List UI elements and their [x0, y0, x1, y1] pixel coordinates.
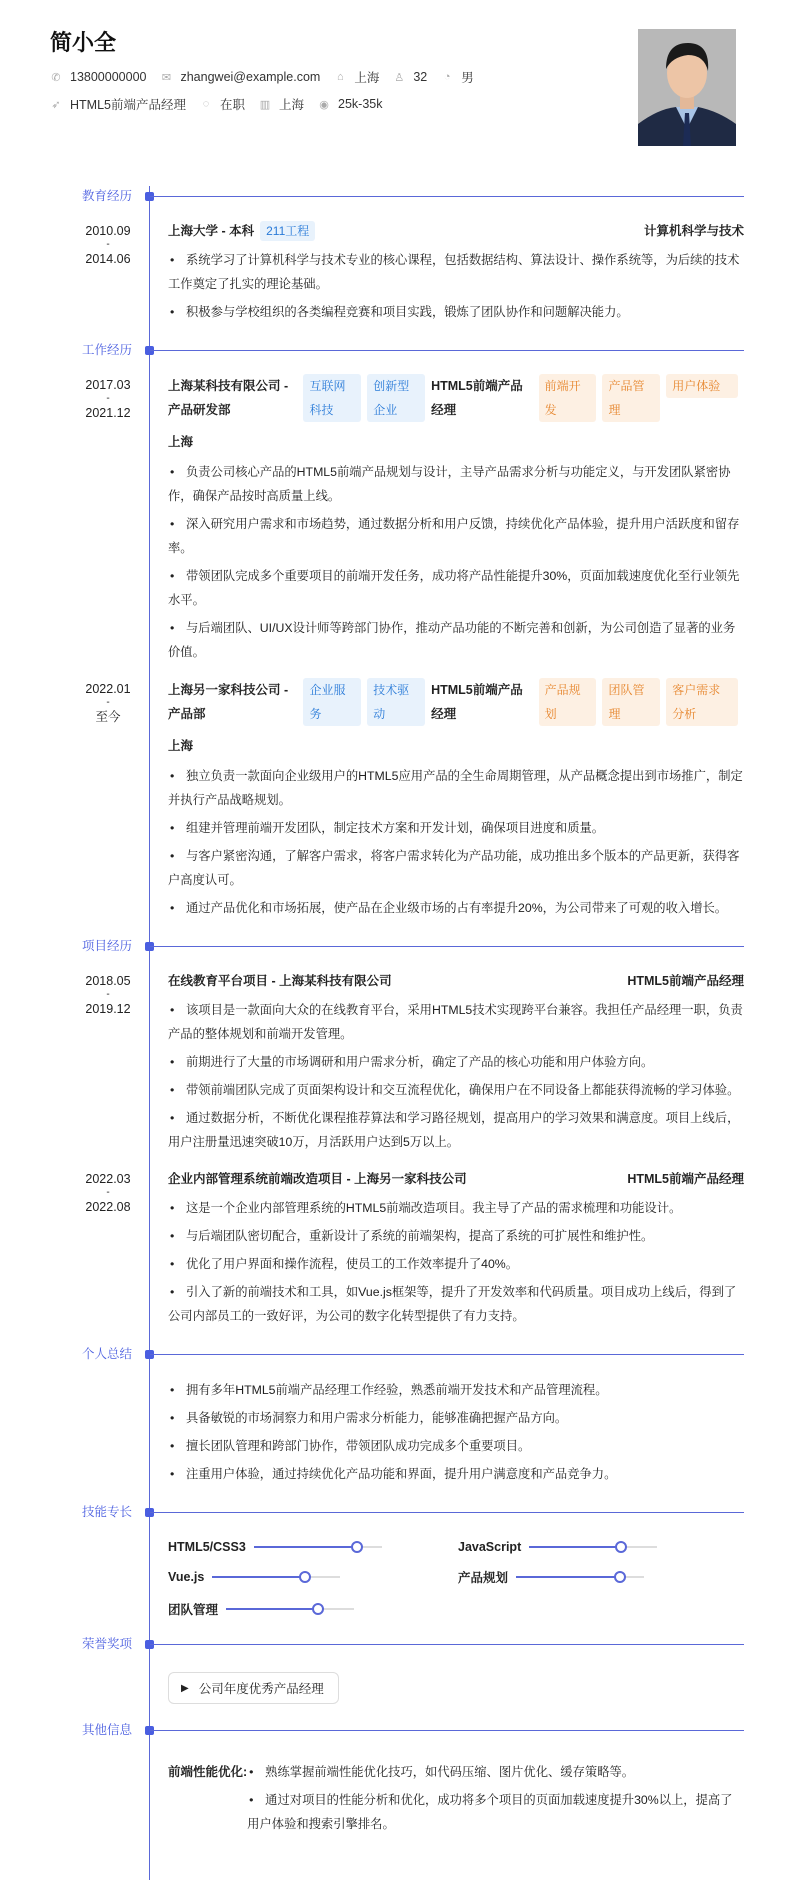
home-icon: ⌂: [337, 71, 344, 83]
skill-slider[interactable]: [529, 1546, 657, 1548]
skill-name: HTML5/CSS3: [168, 1540, 246, 1554]
contact-text: 在职: [219, 98, 245, 112]
section-header-skills: [0, 1502, 794, 1522]
skill-level-handle[interactable]: [299, 1571, 311, 1583]
contact-item: [160, 70, 320, 84]
bullet-dot: •: [170, 1257, 175, 1271]
bullet-text: 与后端团队、UI/UX设计师等跨部门协作，推动产品功能的不断完善和创新，为公司创造了显著的业务价值。: [168, 621, 736, 659]
list-item: [168, 460, 744, 508]
end-date: 至今: [95, 710, 121, 724]
bullet-text: 优化了用户界面和操作流程，使员工的工作效率提升了40%。: [186, 1257, 519, 1271]
status-icon: ◌: [202, 98, 210, 110]
other-info-item: [0, 1760, 794, 1840]
position-title: HTML5前端产品经理: [431, 379, 523, 417]
bullet-dot: •: [170, 821, 175, 835]
skill-tag: 用户体验: [666, 374, 738, 398]
start-date: 2017.03: [85, 378, 131, 392]
list-item: [168, 1406, 744, 1430]
bullet-text: 具备敏锐的市场洞察力和用户需求分析能力，能够准确把握产品方向。: [186, 1411, 568, 1425]
section-divider: [150, 1730, 744, 1731]
school-tag: 211工程: [260, 221, 315, 241]
end-date: 2022.08: [85, 1200, 131, 1214]
bullet-text: 积极参与学校组织的各类编程竞赛和项目实践，锻炼了团队协作和问题解决能力。: [186, 305, 629, 319]
school-name: 上海大学 - 本科: [168, 224, 255, 238]
contact-item: [259, 95, 304, 113]
section-header-honors: [0, 1634, 794, 1654]
skill-item: [168, 1568, 458, 1586]
bullet-dot: •: [170, 1285, 175, 1299]
bullet-list: [168, 998, 744, 1154]
work-city: 上海: [168, 739, 194, 753]
project-item: [0, 970, 794, 1154]
skill-level-fill: [529, 1546, 621, 1548]
bullet-list: [247, 1760, 744, 1840]
project-title-row: [168, 970, 744, 992]
section-divider: [150, 1354, 744, 1355]
start-date: 2018.05: [85, 974, 131, 988]
skill-item: [168, 1540, 458, 1554]
bullet-text: 与客户紧密沟通，了解客户需求，将客户需求转化为产品功能，成功推出多个版本的产品更新，获得客户高度认可。: [168, 849, 740, 887]
education-item: [0, 220, 794, 324]
skill-item: [168, 1600, 458, 1618]
bullet-text: 擅长团队管理和跨部门协作，带领团队成功完成多个重要项目。: [186, 1439, 531, 1453]
section-divider: [150, 1512, 744, 1513]
skill-tag: 前端开发: [539, 374, 597, 422]
list-item: [168, 1252, 744, 1276]
project-title-row: [168, 1168, 744, 1190]
section-divider: [150, 1644, 744, 1645]
date-separator: -: [106, 697, 110, 708]
skill-tag: 产品规划: [539, 678, 597, 726]
send-icon: ➶: [51, 98, 61, 111]
list-item: [247, 1760, 744, 1784]
contact-item: [200, 95, 245, 113]
section-divider: [150, 196, 744, 197]
candidate-name: 简小全: [50, 30, 117, 55]
date-separator: -: [106, 989, 110, 1000]
bullet-text: 与后端团队密切配合，重新设计了系统的前端架构，提高了系统的可扩展性和维护性。: [186, 1229, 654, 1243]
list-item: [168, 248, 744, 296]
skill-tag: 团队管理: [602, 678, 660, 726]
bullet-dot: •: [170, 569, 175, 583]
skill-slider[interactable]: [212, 1576, 340, 1578]
bullet-dot: •: [170, 305, 175, 319]
contact-text: 男: [461, 71, 474, 85]
bullet-text: 独立负责一款面向企业级用户的HTML5应用产品的全生命周期管理，从产品概念提出到市场推广，制定并执行产品战略规划。: [168, 769, 743, 807]
company-name: 上海某科技有限公司 - 产品研发部: [168, 379, 289, 417]
skill-name: Vue.js: [168, 1570, 205, 1584]
date-range: [68, 220, 148, 270]
project-role: HTML5前端产品经理: [627, 974, 744, 988]
end-date: 2014.06: [85, 252, 131, 266]
bullet-text: 这是一个企业内部管理系统的HTML5前端改造项目。我主导了产品的需求梳理和功能设计。: [186, 1201, 682, 1215]
section-title: 荣誉奖项: [81, 1637, 132, 1651]
bullet-text: 系统学习了计算机科学与技术专业的核心课程，包括数据结构、算法设计、操作系统等，为后续的技术工作奠定了扎实的理论基础。: [168, 253, 740, 291]
contact-item: [441, 68, 474, 86]
company-tag: 互联网科技: [303, 374, 361, 422]
list-item: [168, 1280, 744, 1328]
play-triangle-icon: ▶: [181, 1682, 189, 1694]
skill-level-fill: [254, 1546, 358, 1548]
contact-text: 13800000000: [70, 70, 147, 84]
bullet-text: 带领团队完成多个重要项目的前端开发任务，成功将产品性能提升30%，页面加载速度优化至行业领先水平。: [168, 569, 740, 607]
bullet-dot: •: [170, 465, 175, 479]
bullet-text: 熟练掌握前端性能优化技巧，如代码压缩、图片优化、缓存策略等。: [265, 1765, 635, 1779]
resume-header: [0, 0, 794, 170]
skill-level-fill: [226, 1608, 318, 1610]
skill-name: 团队管理: [168, 1603, 219, 1617]
work-title-row: [168, 678, 744, 726]
summary-item: [0, 1378, 794, 1486]
bullet-text: 该项目是一款面向大众的在线教育平台，采用HTML5技术实现跨平台兼容。我担任产品经理一职，负责产品的整体规划和前端开发管理。: [168, 1003, 743, 1041]
contact-item: [334, 68, 379, 86]
section-header-projects: [0, 936, 794, 956]
contact-item: [50, 95, 186, 113]
section-header-summary: [0, 1344, 794, 1364]
contact-item: [318, 97, 382, 111]
position-title: HTML5前端产品经理: [431, 683, 523, 721]
list-item: [168, 564, 744, 612]
skill-level-handle[interactable]: [312, 1603, 324, 1615]
list-item: [168, 1078, 744, 1102]
list-item: [168, 816, 744, 840]
bullet-text: 通过对项目的性能分析和优化，成功将多个项目的页面加载速度提升30%以上，提高了用户体验和搜索引擎排名。: [247, 1793, 733, 1831]
bullet-text: 引入了新的前端技术和工具，如Vue.js框架等，提升了开发效率和代码质量。项目成功上线后，得到了公司内部员工的一致好评，为公司的数字化转型提供了有力支持。: [168, 1285, 737, 1323]
bullet-dot: •: [170, 517, 175, 531]
skill-item: [458, 1540, 738, 1554]
start-date: 2022.01: [85, 682, 131, 696]
company-tag: 创新型企业: [367, 374, 425, 422]
bullet-dot: •: [249, 1765, 254, 1779]
bullet-list: [168, 460, 744, 664]
resume-timeline: [0, 186, 794, 1880]
bullet-dot: •: [170, 253, 175, 267]
work-item: [0, 678, 794, 920]
section-header-work: [0, 340, 794, 360]
section-title: 工作经历: [81, 343, 132, 357]
school-wrap: [168, 220, 315, 242]
company-tag: 技术驱动: [367, 678, 425, 726]
bullet-dot: •: [170, 1111, 175, 1125]
bullet-dot: •: [170, 769, 175, 783]
bullet-dot: •: [170, 849, 175, 863]
section-header-other: [0, 1720, 794, 1740]
company-tag: 企业服务: [303, 678, 361, 726]
section-divider: [150, 350, 744, 351]
project-name: 在线教育平台项目 - 上海某科技有限公司: [168, 974, 392, 988]
list-item: [168, 1196, 744, 1220]
bullet-dot: •: [170, 901, 175, 915]
section-title: 个人总结: [81, 1347, 132, 1361]
bullet-text: 通过数据分析，不断优化课程推荐算法和学习路径规划，提高用户的学习效果和满意度。项目上线后，用户注册量迅速突破10万，月活跃用户达到5万以上。: [168, 1111, 740, 1149]
section-title: 项目经历: [81, 939, 132, 953]
skill-level-handle[interactable]: [351, 1541, 363, 1553]
contact-row: [50, 68, 488, 86]
bullet-text: 组建并管理前端开发团队，制定技术方案和开发计划，确保项目进度和质量。: [186, 821, 605, 835]
bullet-dot: •: [170, 1383, 175, 1397]
list-item: [168, 1462, 744, 1486]
date-range: [68, 1168, 148, 1218]
skill-tag: 客户需求分析: [666, 678, 738, 726]
contact-text: HTML5前端产品经理: [70, 98, 186, 112]
list-item: [168, 1378, 744, 1402]
section-title: 教育经历: [81, 189, 132, 203]
bullet-dot: •: [170, 1055, 175, 1069]
bullet-text: 负责公司核心产品的HTML5前端产品规划与设计，主导产品需求分析与功能定义，与开发团队紧密协作，确保产品按时高质量上线。: [168, 465, 731, 503]
date-range: [68, 970, 148, 1020]
skill-tag: 产品管理: [602, 374, 660, 422]
date-separator: -: [106, 393, 110, 404]
skill-slider[interactable]: [226, 1608, 354, 1610]
skill-slider[interactable]: [254, 1546, 382, 1548]
list-item: [168, 844, 744, 892]
skill-name: 产品规划: [458, 1571, 509, 1585]
list-item: [168, 1224, 744, 1248]
skill-level-fill: [212, 1576, 304, 1578]
work-item: [0, 374, 794, 664]
age-icon: ♙: [394, 71, 405, 84]
list-item: [168, 896, 744, 920]
skill-item: [458, 1568, 738, 1586]
end-date: 2021.12: [85, 406, 131, 420]
major: 计算机科学与技术: [643, 224, 744, 238]
bullet-dot: •: [170, 1083, 175, 1097]
bullet-dot: •: [170, 1229, 175, 1243]
contact-text: 25k-35k: [338, 97, 383, 111]
section-divider: [150, 946, 744, 947]
skills-grid: [0, 1540, 794, 1618]
project-role: HTML5前端产品经理: [627, 1172, 744, 1186]
job-intent-row: [50, 95, 397, 113]
start-date: 2010.09: [85, 224, 131, 238]
skill-level-fill: [516, 1576, 620, 1578]
list-item: [168, 300, 744, 324]
bullet-text: 前期进行了大量的市场调研和用户需求分析，确定了产品的核心功能和用户体验方向。: [186, 1055, 654, 1069]
bullet-dot: •: [170, 621, 175, 635]
award-label: 公司年度优秀产品经理: [198, 1682, 324, 1696]
bullet-list: [168, 1378, 744, 1486]
profile-photo: [638, 29, 736, 146]
contact-text: zhangwei@example.com: [180, 70, 321, 84]
skill-level-handle[interactable]: [615, 1541, 627, 1553]
contact-text: 上海: [279, 98, 305, 112]
company-name: 上海另一家科技公司 - 产品部: [168, 683, 289, 721]
start-date: 2022.03: [85, 1172, 131, 1186]
bullet-list: [168, 248, 744, 324]
bullet-text: 注重用户体验，通过持续优化产品功能和界面，提升用户满意度和产品竞争力。: [186, 1467, 617, 1481]
building-icon: ▥: [259, 98, 271, 111]
bullet-dot: •: [170, 1201, 175, 1215]
contact-item: [393, 70, 427, 84]
bullet-text: 带领前端团队完成了页面架构设计和交互流程优化，确保用户在不同设备上都能获得流畅的学习体验。: [186, 1083, 740, 1097]
bullet-text: 通过产品优化和市场拓展，使产品在企业级市场的占有率提升20%，为公司带来了可观的收入增长。: [186, 901, 728, 915]
section-title: 技能专长: [81, 1505, 132, 1519]
bullet-text: 拥有多年HTML5前端产品经理工作经验，熟悉前端开发技术和产品管理流程。: [186, 1383, 608, 1397]
list-item: [168, 1050, 744, 1074]
skill-name: JavaScript: [458, 1540, 522, 1554]
bullet-text: 深入研究用户需求和市场趋势，通过数据分析和用户反馈，持续优化产品体验，提升用户活跃度和留存率。: [168, 517, 740, 555]
gender-icon: ◔: [443, 71, 451, 83]
award-button[interactable]: [168, 1672, 339, 1704]
contact-text: 上海: [354, 71, 380, 85]
section-title: 其他信息: [81, 1723, 132, 1737]
list-item: [168, 1434, 744, 1458]
skill-level-handle[interactable]: [614, 1571, 626, 1583]
section-header-education: [0, 186, 794, 206]
bullet-list: [168, 764, 744, 920]
bullet-list: [168, 1196, 744, 1328]
bullet-dot: •: [170, 1439, 175, 1453]
project-item: [0, 1168, 794, 1328]
contact-item: [50, 70, 146, 84]
salary-icon: ◉: [319, 98, 329, 111]
mail-icon: ✉: [161, 71, 172, 84]
date-separator: -: [106, 1187, 110, 1198]
other-info-label: 前端性能优化:: [168, 1765, 248, 1779]
end-date: 2019.12: [85, 1002, 131, 1016]
project-name: 企业内部管理系统前端改造项目 - 上海另一家科技公司: [168, 1172, 467, 1186]
work-city: 上海: [168, 435, 194, 449]
list-item: [168, 616, 744, 664]
bullet-dot: •: [170, 1003, 175, 1017]
bullet-dot: •: [170, 1411, 175, 1425]
phone-icon: ✆: [51, 71, 61, 84]
date-separator: -: [106, 239, 110, 250]
list-item: [247, 1788, 744, 1836]
work-title-row: [168, 374, 744, 422]
contact-text: 32: [413, 70, 428, 84]
bullet-dot: •: [249, 1793, 254, 1807]
list-item: [168, 512, 744, 560]
list-item: [168, 764, 744, 812]
list-item: [168, 1106, 744, 1154]
list-item: [168, 998, 744, 1046]
education-title-row: [168, 220, 744, 242]
date-range: [68, 678, 148, 728]
date-range: [68, 374, 148, 424]
bullet-dot: •: [170, 1467, 175, 1481]
skill-slider[interactable]: [516, 1576, 644, 1578]
